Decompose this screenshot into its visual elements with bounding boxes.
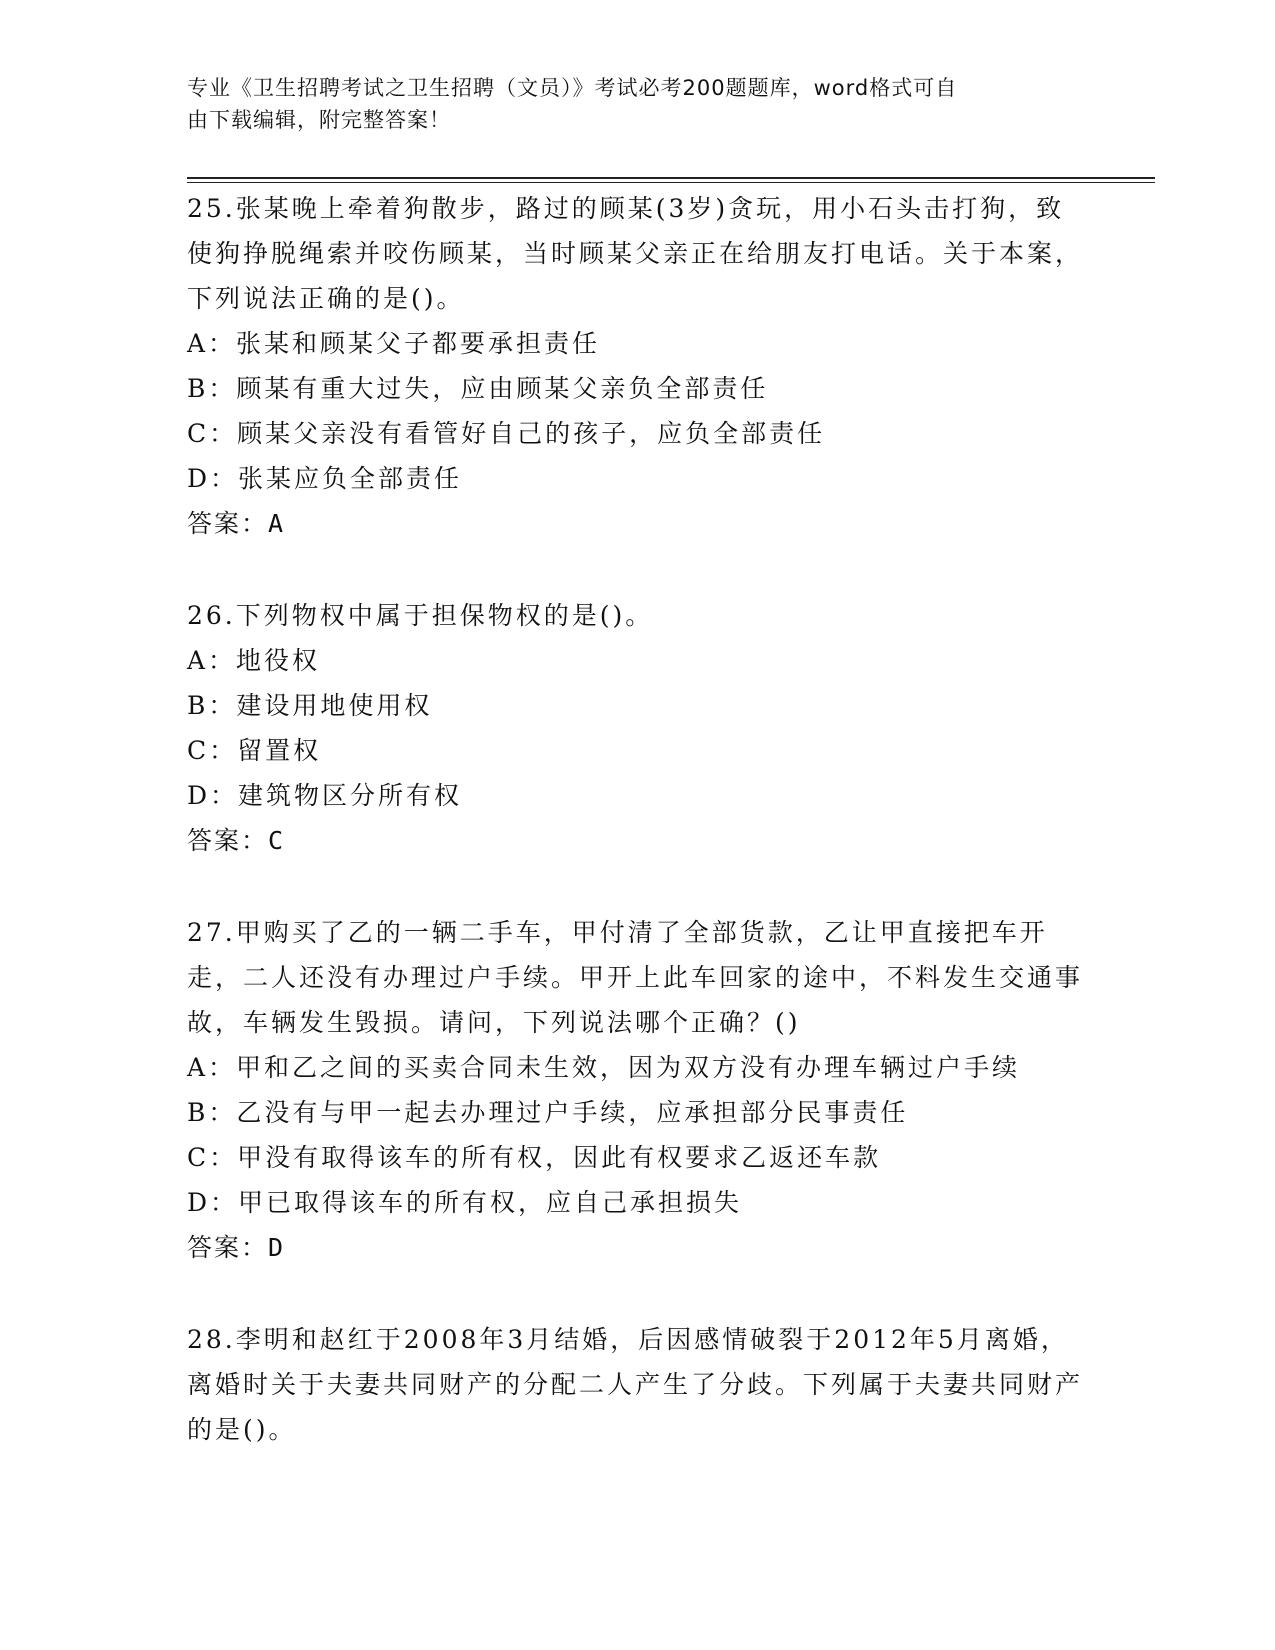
option-c: C：留置权: [187, 736, 322, 765]
answer-line: [187, 1225, 1087, 1271]
question-27: [187, 910, 1087, 1271]
answer-line: [187, 818, 1087, 864]
option-d: D：建筑物区分所有权: [187, 781, 463, 810]
option-c: C：甲没有取得该车的所有权，因此有权要求乙返还车款: [187, 1143, 882, 1172]
question-stem: 28.李明和赵红于2008年3月结婚，后因感情破裂于2012年5月离婚，离婚时关于夫妻共同财产的分配二人产生了分歧。下列属于夫妻共同财产的是()。: [187, 1325, 1084, 1444]
header-rule-thick: [187, 177, 1155, 179]
option-a: A：甲和乙之间的买卖合同未生效，因为双方没有办理车辆过户手续: [187, 1053, 1021, 1082]
document-header: [187, 72, 1067, 136]
option-c: C：顾某父亲没有看管好自己的孩子，应负全部责任: [187, 419, 826, 448]
question-25: [187, 186, 1087, 547]
question-26: [187, 593, 1087, 864]
header-line-2: 由下载编辑，附完整答案！: [187, 108, 451, 132]
question-stem: 27.甲购买了乙的一辆二手车，甲付清了全部货款，乙让甲直接把车开走，二人还没有办理过户手续。甲开上此车回家的途中，不料发生交通事故，车辆发生毁损。请问，下列说法哪个正确？(): [187, 918, 1084, 1037]
answer-label: 答案：: [187, 826, 269, 855]
question-stem: 25.张某晚上牵着狗散步，路过的顾某(3岁)贪玩，用小石头击打狗，致使狗挣脱绳索并咬伤顾某，当时顾某父亲正在给朋友打电话。关于本案，下列说法正确的是()。: [187, 194, 1084, 313]
question-list: [187, 186, 1087, 1452]
answer-value: D: [268, 1233, 286, 1262]
header-line-1: 专业《卫生招聘考试之卫生招聘（文员）》考试必考200题题库，word格式可自: [187, 76, 958, 100]
answer-value: A: [268, 509, 286, 538]
answer-line: [187, 501, 1087, 547]
option-a: A：地役权: [187, 646, 321, 675]
option-d: D：张某应负全部责任: [187, 464, 463, 493]
option-a: A：张某和顾某父子都要承担责任: [187, 329, 601, 358]
question-stem: 26.下列物权中属于担保物权的是()。: [187, 601, 654, 630]
answer-label: 答案：: [187, 509, 269, 538]
header-rule-thin: [187, 182, 1155, 183]
option-b: B：顾某有重大过失，应由顾某父亲负全部责任: [187, 374, 769, 403]
answer-value: C: [268, 826, 286, 855]
option-d: D：甲已取得该车的所有权，应自己承担损失: [187, 1188, 743, 1217]
option-b: B：乙没有与甲一起去办理过户手续，应承担部分民事责任: [187, 1098, 909, 1127]
option-b: B：建设用地使用权: [187, 691, 433, 720]
answer-label: 答案：: [187, 1233, 269, 1262]
question-28: [187, 1317, 1087, 1452]
